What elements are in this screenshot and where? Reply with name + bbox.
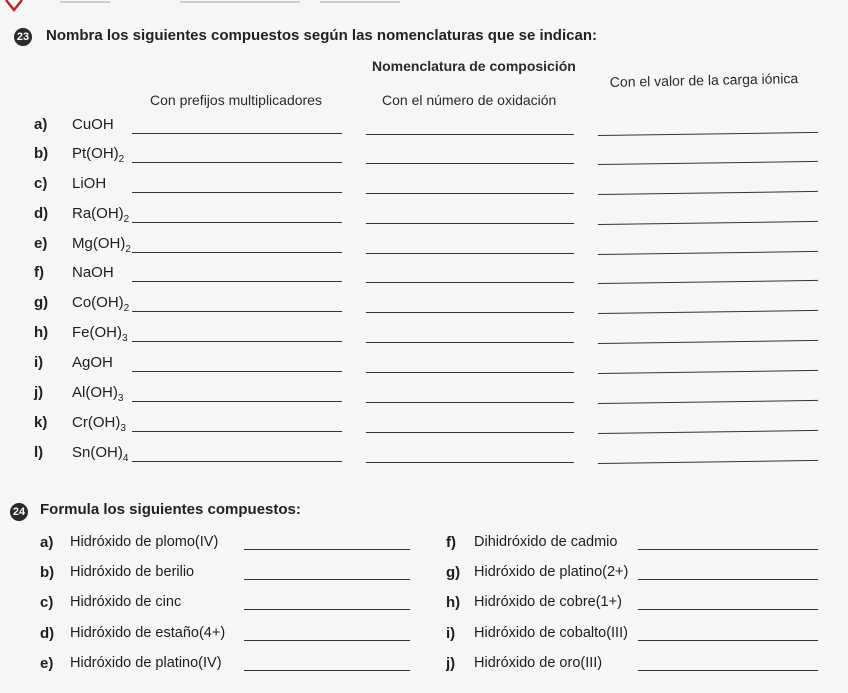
item-letter: j)	[446, 655, 456, 672]
row-letter: l)	[34, 444, 44, 461]
row-letter: k)	[34, 414, 48, 431]
answer-line-oxidation[interactable]	[366, 342, 574, 343]
column-header-prefixes: Con prefijos multiplicadores	[150, 92, 322, 108]
formula-base: Cr(OH)	[72, 414, 121, 431]
table-row	[0, 175, 848, 203]
answer-line-oxidation[interactable]	[366, 312, 574, 313]
formula-base: Al(OH)	[72, 384, 118, 401]
formula-subscript: 2	[118, 154, 125, 165]
compound-name: Hidróxido de cinc	[70, 594, 182, 610]
answer-line-oxidation[interactable]	[366, 282, 574, 283]
row-letter: j)	[34, 384, 44, 401]
table-row	[0, 384, 848, 412]
answer-line-ionic-charge[interactable]	[598, 191, 818, 195]
answer-line[interactable]	[638, 609, 818, 610]
item-letter: c)	[40, 594, 54, 611]
compound-name: Hidróxido de cobalto(III)	[474, 625, 628, 641]
answer-line[interactable]	[244, 640, 410, 641]
formula-base: NaOH	[72, 264, 114, 281]
answer-line-ionic-charge[interactable]	[598, 161, 818, 165]
compound-name: Hidróxido de plomo(IV)	[70, 534, 219, 550]
formula-base: Co(OH)	[72, 294, 124, 311]
row-letter: h)	[34, 324, 49, 341]
answer-line-oxidation[interactable]	[366, 402, 574, 403]
table-row	[0, 294, 848, 322]
item-letter: d)	[40, 625, 55, 642]
answer-line[interactable]	[638, 549, 818, 550]
compound-name: Hidróxido de oro(III)	[474, 655, 603, 671]
answer-line-ionic-charge[interactable]	[598, 340, 818, 344]
formula-base: Mg(OH)	[72, 235, 126, 252]
row-letter: e)	[34, 235, 48, 252]
row-letter: a)	[34, 116, 48, 133]
compound-name: Hidróxido de berilio	[70, 564, 195, 580]
compound-formula	[72, 414, 126, 434]
compound-formula	[72, 205, 129, 225]
answer-line-ionic-charge[interactable]	[598, 370, 818, 374]
column-header-oxidation: Con el número de oxidación	[382, 92, 557, 108]
answer-line[interactable]	[244, 579, 410, 580]
answer-line-oxidation[interactable]	[366, 372, 574, 373]
answer-line-ionic-charge[interactable]	[598, 430, 818, 434]
answer-line[interactable]	[244, 549, 410, 550]
table-row	[0, 324, 848, 352]
compound-name: Hidróxido de estaño(4+)	[70, 625, 226, 641]
exercise-number-badge: 24	[10, 503, 28, 521]
answer-line[interactable]	[244, 609, 410, 610]
answer-line-oxidation[interactable]	[366, 193, 574, 194]
table-row	[0, 116, 848, 144]
column-header-ionic-charge: Con el valor de la carga iónica	[609, 70, 799, 90]
formula-subscript: 3	[120, 423, 126, 434]
answer-line-prefixes[interactable]	[132, 341, 342, 342]
item-letter: f)	[446, 534, 456, 551]
item-letter: e)	[40, 655, 54, 672]
compound-formula	[72, 235, 131, 255]
compound-formula	[72, 354, 113, 371]
formula-base: Sn(OH)	[72, 444, 123, 461]
item-letter: a)	[40, 534, 54, 551]
answer-line-prefixes[interactable]	[132, 311, 342, 312]
item-letter: h)	[446, 594, 461, 611]
formula-subscript: 2	[125, 244, 131, 255]
answer-line-oxidation[interactable]	[366, 253, 574, 254]
compound-formula	[72, 324, 128, 344]
compound-formula	[72, 116, 114, 133]
compound-name: Dihidróxido de cadmio	[474, 534, 618, 550]
table-row	[0, 145, 848, 173]
answer-line-oxidation[interactable]	[366, 432, 574, 433]
table-row	[0, 444, 848, 472]
row-letter: i)	[34, 354, 44, 371]
formula-subscript: 3	[122, 333, 128, 344]
formula-base: Pt(OH)	[72, 145, 119, 162]
answer-line-prefixes[interactable]	[132, 371, 342, 372]
row-letter: b)	[34, 145, 49, 162]
answer-line-prefixes[interactable]	[132, 162, 342, 163]
compound-formula	[72, 444, 128, 464]
formula-subscript: 3	[117, 393, 124, 404]
answer-line-ionic-charge[interactable]	[598, 132, 818, 136]
item-letter: g)	[446, 564, 461, 581]
answer-line[interactable]	[638, 670, 818, 671]
table-row	[0, 354, 848, 382]
answer-line-oxidation[interactable]	[366, 223, 574, 224]
answer-line-ionic-charge[interactable]	[598, 251, 818, 255]
formula-base: Ra(OH)	[72, 205, 124, 222]
formula-subscript: 2	[123, 303, 130, 314]
row-letter: d)	[34, 205, 49, 222]
answer-line-ionic-charge[interactable]	[598, 221, 818, 225]
compound-formula	[72, 264, 114, 281]
compound-name: Hidróxido de platino(2+)	[474, 564, 629, 580]
table-row	[0, 264, 848, 292]
answer-line-prefixes[interactable]	[132, 192, 342, 193]
formula-subscript: 2	[123, 214, 130, 225]
answer-line-oxidation[interactable]	[366, 163, 574, 164]
answer-line-prefixes[interactable]	[132, 401, 342, 402]
compound-formula	[72, 175, 106, 192]
answer-line-prefixes[interactable]	[132, 431, 342, 432]
row-letter: f)	[34, 264, 44, 281]
answer-line-ionic-charge[interactable]	[598, 460, 818, 464]
answer-line-oxidation[interactable]	[366, 462, 574, 463]
exercise-number-badge: 23	[14, 28, 32, 46]
compound-name: Hidróxido de platino(IV)	[70, 655, 222, 671]
answer-line[interactable]	[244, 670, 410, 671]
item-letter: b)	[40, 564, 55, 581]
answer-line-ionic-charge[interactable]	[598, 400, 818, 404]
answer-line-prefixes[interactable]	[132, 222, 342, 223]
table-row	[0, 235, 848, 263]
answer-line-prefixes[interactable]	[132, 281, 342, 282]
formula-base: AgOH	[72, 354, 113, 371]
answer-line[interactable]	[638, 579, 818, 580]
formula-subscript: 4	[122, 453, 129, 464]
exercise-24-title: Formula los siguientes compuestos:	[40, 501, 301, 518]
nomenclature-group-header: Nomenclatura de composición	[372, 58, 576, 74]
answer-line[interactable]	[638, 640, 818, 641]
table-row	[0, 414, 848, 442]
answer-line-prefixes[interactable]	[132, 461, 342, 462]
answer-line-oxidation[interactable]	[366, 134, 574, 135]
answer-line-ionic-charge[interactable]	[598, 280, 818, 284]
answer-line-prefixes[interactable]	[132, 133, 342, 134]
row-letter: g)	[34, 294, 49, 311]
formula-base: CuOH	[72, 116, 114, 133]
compound-formula	[72, 384, 123, 404]
item-letter: i)	[446, 625, 456, 642]
formula-base: LiOH	[72, 175, 107, 192]
compound-formula	[72, 145, 124, 165]
top-decoration	[0, 0, 848, 18]
answer-line-prefixes[interactable]	[132, 252, 342, 253]
exercise-23-title: Nombra los siguientes compuestos según las nomenclaturas que se indican:	[46, 27, 597, 44]
compound-name: Hidróxido de cobre(1+)	[474, 594, 622, 610]
row-letter: c)	[34, 175, 48, 192]
formula-base: Fe(OH)	[72, 324, 122, 341]
compound-formula	[72, 294, 129, 314]
answer-line-ionic-charge[interactable]	[598, 310, 818, 314]
table-row	[0, 205, 848, 233]
